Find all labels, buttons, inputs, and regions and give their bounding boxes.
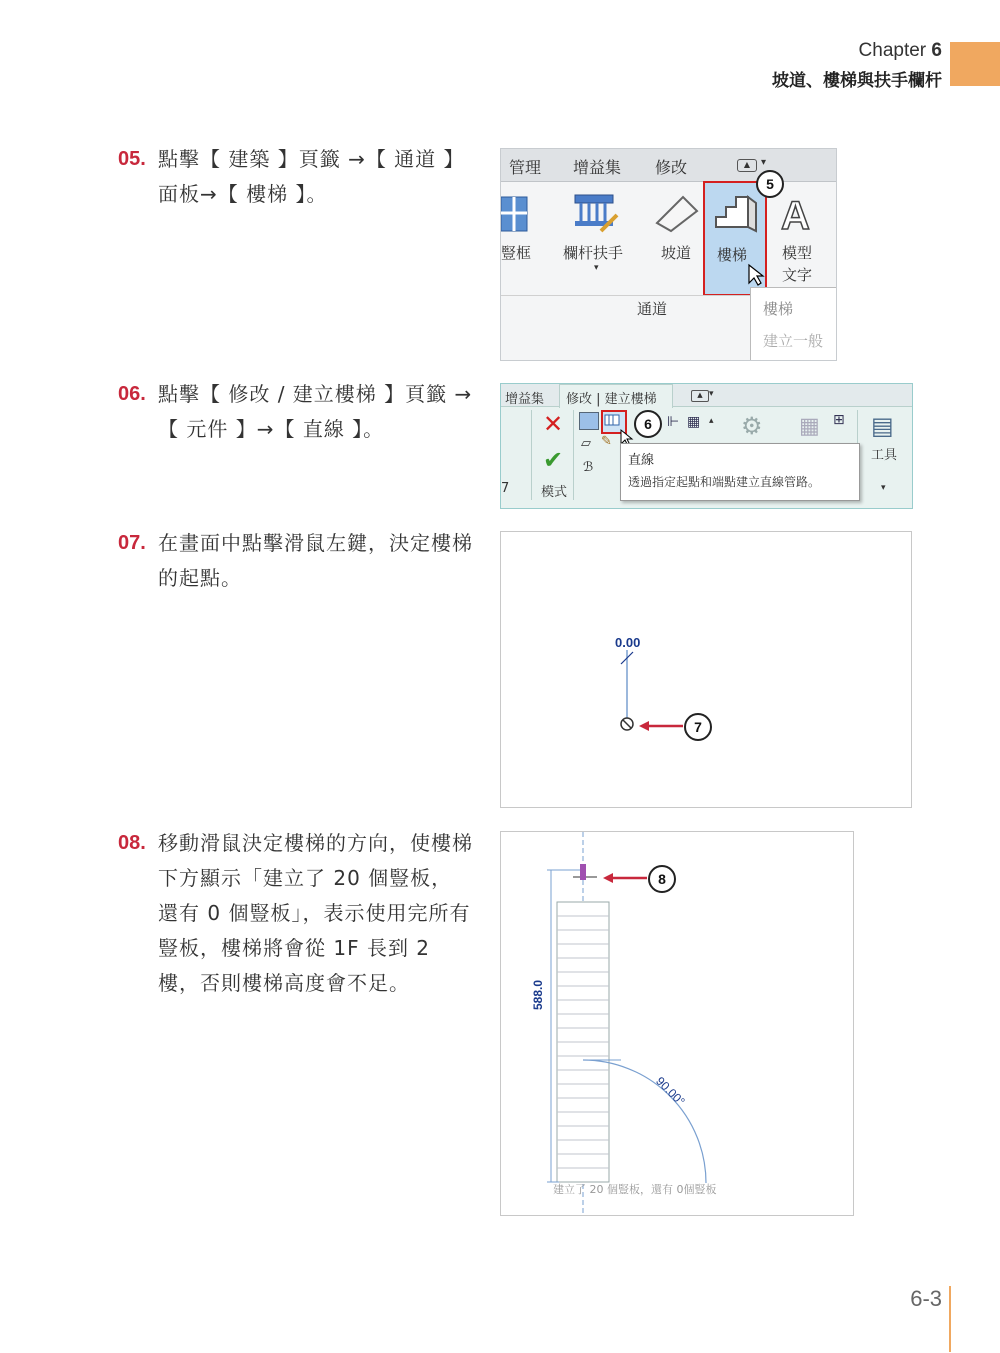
stair-tooltip xyxy=(750,287,837,361)
drawing-stair-run xyxy=(500,831,854,1216)
railing-icon[interactable] xyxy=(573,191,619,235)
dimension-label: 588.0 xyxy=(531,979,545,1010)
panel-divider xyxy=(573,410,574,500)
tools-icon[interactable]: ▤ xyxy=(871,412,894,440)
mouse-cursor-icon xyxy=(747,263,765,287)
ribbon-tab-bar xyxy=(501,149,836,182)
ribbon-minimize-icon[interactable]: ▲ xyxy=(691,390,709,402)
red-arrow-icon xyxy=(637,718,687,734)
step-text: 移動滑鼠決定樓梯的方向，使樓梯下方顯示「建立了 20 個豎板，還有 0 個豎板」，表示使用完所有豎板，樓梯將會從 1F 長到 2 樓，否則樓梯高度會不足。 xyxy=(158,831,473,995)
pencil-icon[interactable]: ✎ xyxy=(601,434,612,449)
step-07 xyxy=(118,526,473,596)
callout-marker-6: 6 xyxy=(634,410,662,438)
panel-divider xyxy=(501,295,751,296)
callout-marker-5: 5 xyxy=(756,170,784,198)
ramp-label: 坡道 xyxy=(661,244,692,262)
landing-icon[interactable]: ⊩ xyxy=(667,414,680,430)
tab-modify-create-stairs[interactable]: 修改 | 建立樓梯 xyxy=(559,384,673,408)
chapter-label: Chapter 6 xyxy=(858,40,942,61)
model-text-label-1: 模型 xyxy=(782,244,813,262)
step-number: 06. xyxy=(118,383,146,405)
angle-label: 90.00° xyxy=(653,1074,688,1109)
chapter-tab xyxy=(950,42,1000,86)
view-icon[interactable]: ⊞ xyxy=(833,412,845,428)
straight-run-tooltip xyxy=(620,443,860,501)
tab-addins[interactable]: 增益集 xyxy=(573,158,622,177)
sketch-icon[interactable]: ▱ xyxy=(581,436,591,451)
tooltip-title: 樓梯 xyxy=(763,300,794,318)
gear-plus-icon[interactable]: ⚙ xyxy=(741,412,763,440)
step-text: 點擊【 修改 / 建立樓梯 】頁籤 →【 元件 】→【 直線 】。 xyxy=(158,382,473,441)
page-number-rule xyxy=(949,1286,951,1352)
tools-dropdown-icon[interactable]: ▾ xyxy=(881,483,886,493)
tab-addins[interactable]: 增益集 xyxy=(505,392,545,407)
stair-label: 樓梯 xyxy=(717,246,748,264)
callout-marker-7: 7 xyxy=(684,713,712,741)
model-text-label-2: 文字 xyxy=(782,266,813,284)
left-panel-label: 7 xyxy=(501,481,510,496)
cancel-edit-icon[interactable]: ✕ xyxy=(543,410,564,438)
step-text: 在畫面中點擊滑鼠左鍵，決定樓梯的起點。 xyxy=(158,531,473,590)
step-08 xyxy=(118,826,473,1001)
model-text-icon[interactable] xyxy=(777,191,821,235)
chapter-title: 坡道、樓梯與扶手欄杆 xyxy=(772,71,942,91)
railing-label: 欄杆扶手 xyxy=(563,244,624,262)
grid-3d-icon[interactable]: ▦ xyxy=(799,414,820,439)
select-icon[interactable] xyxy=(579,412,599,430)
ribbon-screenshot-stairs xyxy=(500,148,837,361)
step-05 xyxy=(118,142,473,212)
step-number: 08. xyxy=(118,832,146,854)
stair-run-graphic xyxy=(501,832,853,1215)
riser-status-text: 建立了 20 個豎板，還有 0個豎板 xyxy=(553,1183,717,1196)
straight-run-icon xyxy=(603,412,621,428)
step-06 xyxy=(118,377,473,447)
elevation-label: 0.00 xyxy=(615,635,641,650)
mullion-label: 豎框 xyxy=(501,244,532,262)
tab-modify[interactable]: 修改 xyxy=(655,158,688,177)
dropdown-arrow-icon[interactable]: ▾ xyxy=(709,389,714,399)
step-number: 05. xyxy=(118,148,146,170)
support-grid-icon[interactable]: ▦ xyxy=(687,414,701,430)
callout-marker-8: 8 xyxy=(648,865,676,893)
finish-edit-icon[interactable]: ✔ xyxy=(543,446,564,474)
tooltip-description: 透過指定起點和端點建立直線管路。 xyxy=(628,475,821,489)
circulation-panel-label: 通道 xyxy=(637,300,668,318)
step-number: 07. xyxy=(118,532,146,554)
page-number: 6-3 xyxy=(910,1286,942,1311)
ribbon-minimize-icon[interactable]: ▲ xyxy=(737,159,757,172)
railing-dropdown-icon[interactable]: ▾ xyxy=(594,263,599,273)
mullion-icon[interactable] xyxy=(501,195,531,235)
expand-icon[interactable]: ▴ xyxy=(709,416,714,426)
dropdown-arrow-icon[interactable]: ▾ xyxy=(761,157,767,168)
tab-manage[interactable]: 管理 xyxy=(509,158,542,177)
red-arrow-icon xyxy=(601,870,649,886)
mode-panel-label: 模式 xyxy=(541,485,568,500)
tooltip-subtitle: 建立一般 xyxy=(763,332,824,350)
panel-divider xyxy=(531,410,532,500)
step-text: 點擊【 建築 】頁籤 →【 通道 】面板→【 樓梯 】。 xyxy=(158,147,465,206)
support-icon[interactable]: ℬ xyxy=(583,460,594,475)
tools-label: 工具 xyxy=(871,448,898,463)
svg-text:A: A xyxy=(781,194,810,235)
stair-icon xyxy=(710,191,760,235)
tooltip-title: 直線 xyxy=(628,453,655,468)
drawing-start-point xyxy=(500,531,912,808)
ramp-icon[interactable] xyxy=(655,193,699,233)
